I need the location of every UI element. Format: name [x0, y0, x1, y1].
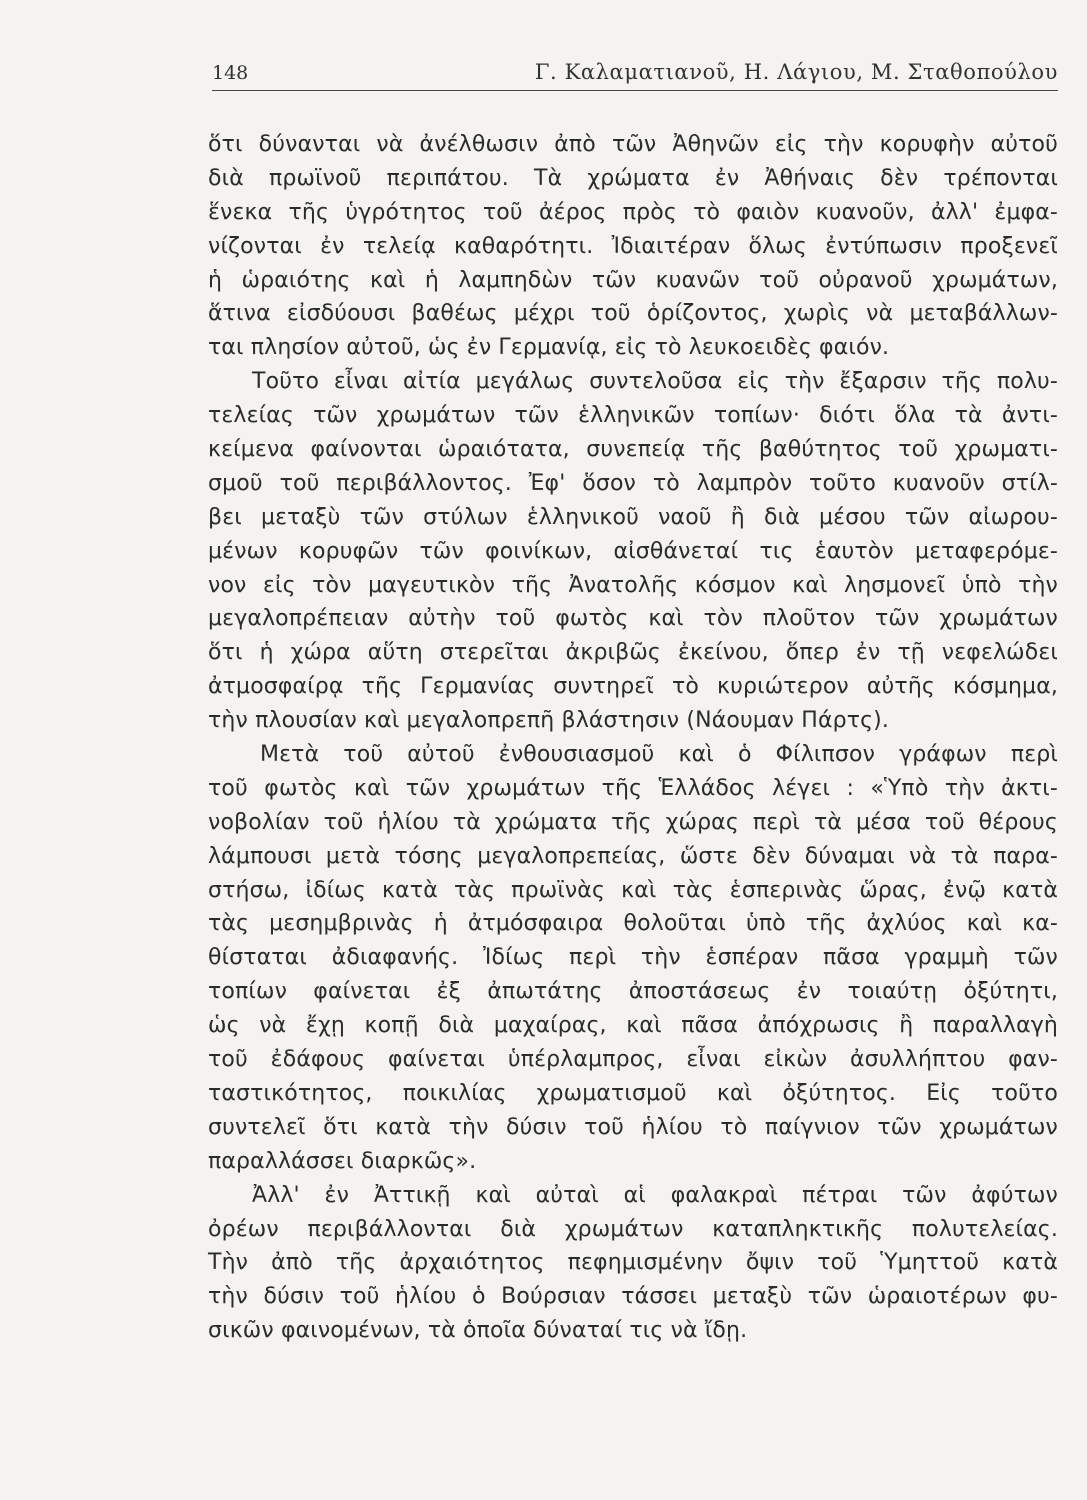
- text-line: σμοῦ τοῦ περιβάλλοντος. Ἐφ' ὅσον τὸ λαμπρὸν τοῦτο κυανοῦν στίλ-: [208, 470, 1058, 496]
- text-line: ὡς νὰ ἔχῃ κοπῇ διὰ μαχαίρας, καὶ πᾶσα ἀπόχρωσις ἢ παραλλαγὴ: [208, 1013, 1058, 1039]
- text-line: Τὴν ἀπὸ τῆς ἀρχαιότητος πεφημισμένην ὄψιν τοῦ Ὑμηττοῦ κατὰ: [208, 1250, 1058, 1276]
- text-line: Ἀλλ' ἐν Ἀττικῇ καὶ αὐταὶ αἱ φαλακραὶ πέτραι τῶν ἀφύτων: [252, 1182, 1058, 1208]
- text-line: ἡ ὡραιότης καὶ ἡ λαμπηδὼν τῶν κυανῶν τοῦ οὐρανοῦ χρωμάτων,: [208, 267, 1058, 293]
- text-line: τοῦ ἐδάφους φαίνεται ὑπέρλαμπρος, εἶναι εἰκὼν ἀσυλλήπτου φαν-: [208, 1047, 1058, 1073]
- text-line: ται πλησίον αὐτοῦ, ὡς ἐν Γερμανίᾳ, εἰς τὸ λευκοειδὲς φαιόν.: [208, 335, 890, 361]
- page-header: [212, 60, 1058, 91]
- text-line: τὰς μεσημβρινὰς ἡ ἀτμόσφαιρα θολοῦται ὑπὸ τῆς ἀχλύος καὶ κα-: [208, 911, 1058, 937]
- text-line: βει μεταξὺ τῶν στύλων ἑλληνικοῦ ναοῦ ἢ διὰ μέσου τῶν αἰωρου-: [208, 504, 1058, 530]
- text-line: ὀρέων περιβάλλονται διὰ χρωμάτων καταπληκτικῆς πολυτελείας.: [208, 1216, 1058, 1242]
- text-line: μένων κορυφῶν τῶν φοινίκων, αἰσθάνεταί τις ἑαυτὸν μεταφερόμε-: [208, 538, 1058, 564]
- text-line: κείμενα φαίνονται ὡραιότατα, συνεπείᾳ τῆς βαθύτητος τοῦ χρωματι-: [208, 437, 1058, 463]
- text-line: ἕνεκα τῆς ὑγρότητος τοῦ ἀέρος πρὸς τὸ φαιὸν κυανοῦν, ἀλλ' ἐμφα-: [208, 199, 1058, 225]
- text-line: ταστικότητος, ποικιλίας χρωματισμοῦ καὶ ὀξύτητος. Εἰς τοῦτο: [208, 1080, 1058, 1106]
- text-line: μεγαλοπρέπειαν αὐτὴν τοῦ φωτὸς καὶ τὸν πλοῦτον τῶν χρωμάτων: [208, 606, 1058, 632]
- text-line: θίσταται ἀδιαφανής. Ἰδίως περὶ τὴν ἑσπέραν πᾶσα γραμμὴ τῶν: [208, 945, 1058, 971]
- text-line: ὅτι ἡ χώρα αὕτη στερεῖται ἀκριβῶς ἐκείνου, ὅπερ ἐν τῇ νεφελώδει: [208, 640, 1058, 666]
- text-line: νίζονται ἐν τελείᾳ καθαρότητι. Ἰδιαιτέραν ὅλως ἐντύπωσιν προξενεῖ: [208, 233, 1058, 259]
- text-line: νοβολίαν τοῦ ἡλίου τὰ χρώματα τῆς χώρας περὶ τὰ μέσα τοῦ θέρους: [208, 809, 1058, 835]
- text-line: διὰ πρωϊνοῦ περιπάτου. Τὰ χρώματα ἐν Ἀθήναις δὲν τρέπονται: [208, 165, 1058, 191]
- page-number: 148: [212, 62, 249, 84]
- text-line: λάμπουσι μετὰ τόσης μεγαλοπρεπείας, ὥστε δὲν δύναμαι νὰ τὰ παρα-: [208, 843, 1058, 869]
- text-line: ὅτι δύνανται νὰ ἀνέλθωσιν ἀπὸ τῶν Ἀθηνῶν εἰς τὴν κορυφὴν αὐτοῦ: [208, 132, 1058, 157]
- text-line: σικῶν φαινομένων, τὰ ὁποῖα δύναταί τις νὰ ἴδῃ.: [208, 1318, 748, 1344]
- text-line: συντελεῖ ὅτι κατὰ τὴν δύσιν τοῦ ἡλίου τὸ παίγνιον τῶν χρωμάτων: [208, 1114, 1058, 1140]
- text-line: παραλλάσσει διαρκῶς».: [208, 1148, 477, 1174]
- text-line: νον εἰς τὸν μαγευτικὸν τῆς Ἀνατολῆς κόσμον καὶ λησμονεῖ ὑπὸ τὴν: [208, 572, 1058, 598]
- text-line: στήσω, ἰδίως κατὰ τὰς πρωϊνὰς καὶ τὰς ἑσπερινὰς ὥρας, ἐνῷ κατὰ: [208, 877, 1058, 903]
- text-line: ἅτινα εἰσδύουσι βαθέως μέχρι τοῦ ὁρίζοντος, χωρὶς νὰ μεταβάλλων-: [208, 301, 1058, 327]
- text-line: τὴν δύσιν τοῦ ἡλίου ὁ Βούρσιαν τάσσει μεταξὺ τῶν ὡραιοτέρων φυ-: [208, 1284, 1058, 1310]
- body-text: [208, 128, 1058, 1348]
- text-line: τοπίων φαίνεται ἐξ ἀπωτάτης ἀποστάσεως ἐν τοιαύτῃ ὀξύτητι,: [208, 979, 1058, 1005]
- text-line: τοῦ φωτὸς καὶ τῶν χρωμάτων τῆς Ἑλλάδος λέγει : «Ὑπὸ τὴν ἀκτι-: [208, 775, 1058, 801]
- text-line: τελείας τῶν χρωμάτων τῶν ἑλληνικῶν τοπίων· διότι ὅλα τὰ ἀντι-: [208, 403, 1058, 429]
- text-line: τὴν πλουσίαν καὶ μεγαλοπρεπῆ βλάστησιν (Νάουμαν Πάρτς).: [208, 708, 890, 734]
- text-line: Τοῦτο εἶναι αἰτία μεγάλως συντελοῦσα εἰς τὴν ἔξαρσιν τῆς πολυ-: [252, 369, 1058, 395]
- running-head: Γ. Καλαματιανοῦ, Η. Λάγιου, Μ. Σταθοπούλου: [534, 60, 1058, 84]
- text-line: ἀτμοσφαίρᾳ τῆς Γερμανίας συντηρεῖ τὸ κυριώτερον αὐτῆς κόσμημα,: [208, 674, 1058, 700]
- text-line: Μετὰ τοῦ αὐτοῦ ἐνθουσιασμοῦ καὶ ὁ Φίλιπσον γράφων περὶ: [260, 742, 1058, 768]
